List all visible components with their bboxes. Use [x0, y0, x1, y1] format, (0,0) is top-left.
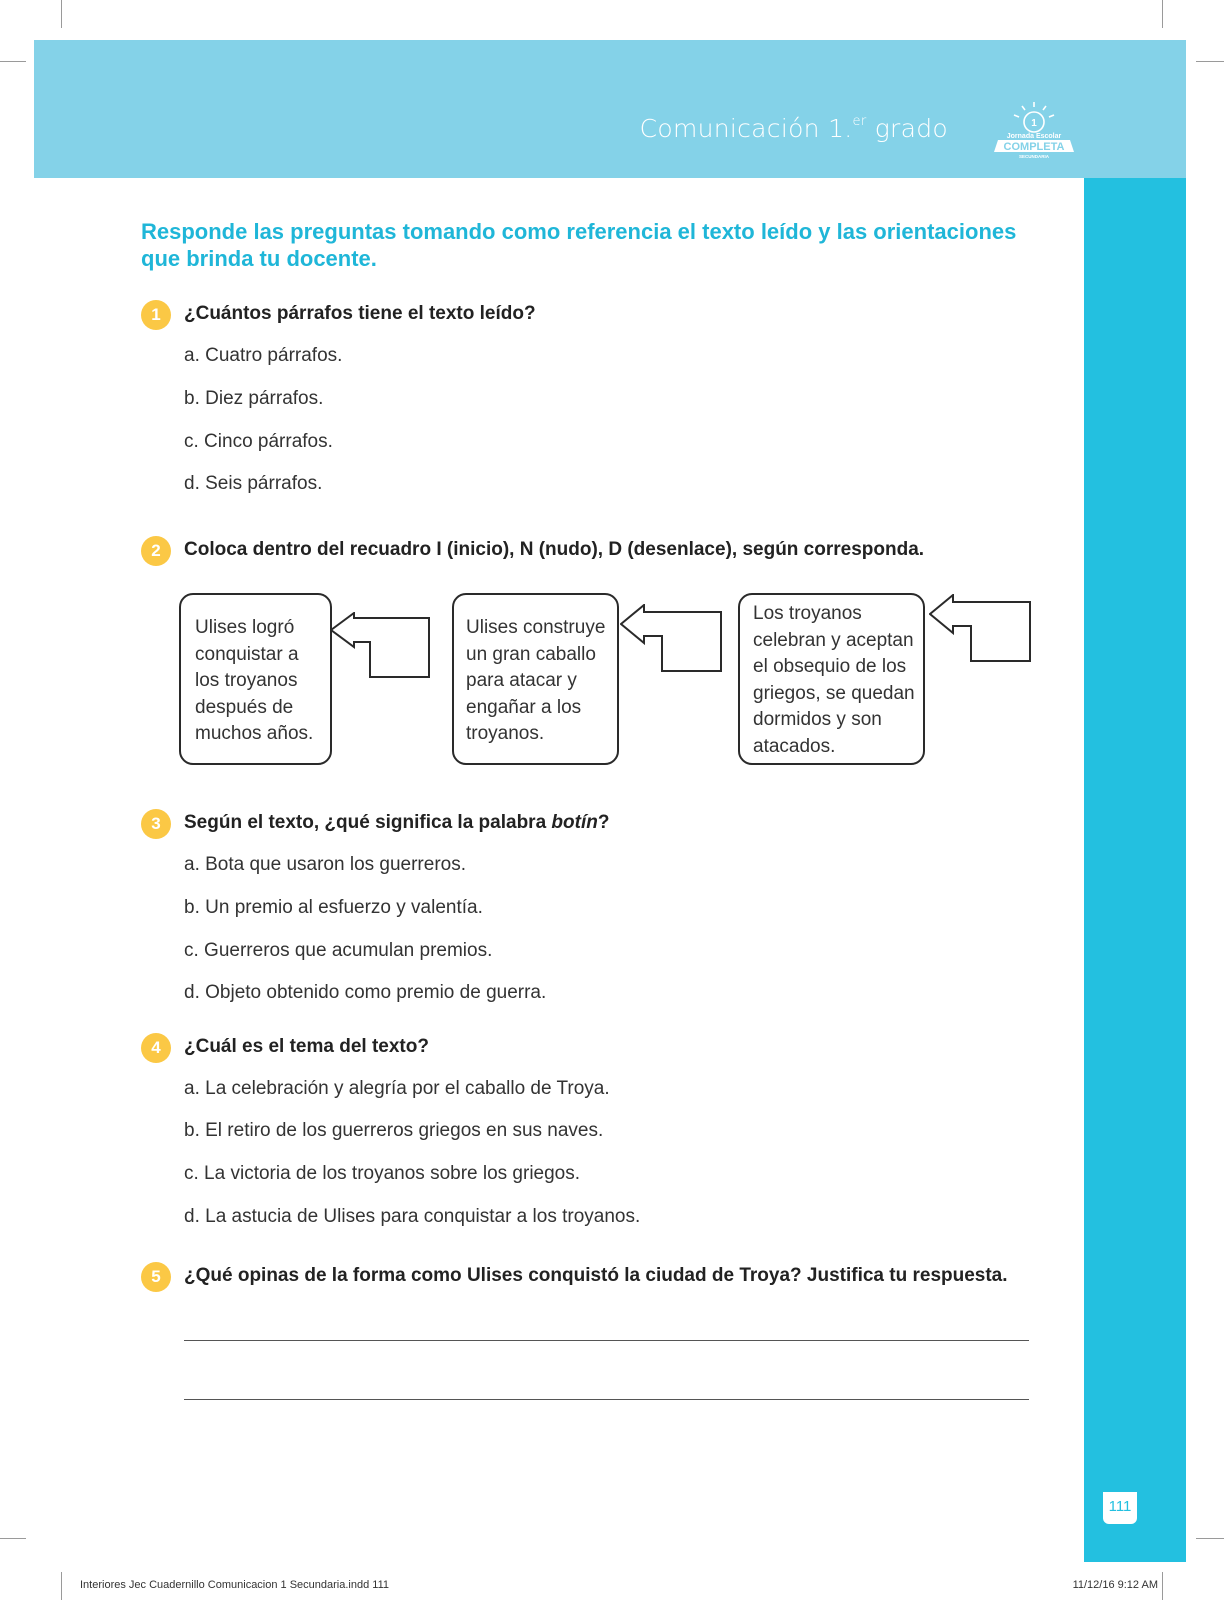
question-number-badge: 2: [141, 536, 171, 566]
header-title: [640, 114, 948, 143]
question-text: ¿Cuántos párrafos tiene el texto leído?: [184, 303, 536, 324]
story-box-line: un gran caballo: [466, 643, 596, 665]
question-text: ¿Qué opinas de la forma como Ulises conquistó la ciudad de Troya? Justifica tu respuesta.: [184, 1265, 1008, 1286]
svg-text:COMPLETA: COMPLETA: [1003, 141, 1065, 153]
story-box-line: conquistar a: [195, 643, 299, 665]
option-item: a. Bota que usaron los guerreros.: [184, 854, 467, 875]
story-box-line: para atacar y: [466, 670, 577, 691]
question-number-badge: 5: [141, 1262, 171, 1292]
jornada-escolar-completa-logo: [992, 100, 1076, 160]
crop-mark: [1196, 61, 1224, 62]
option-item: d. Objeto obtenido como premio de guerra.: [184, 982, 547, 1003]
crop-mark: [61, 1572, 62, 1600]
story-box-line: celebran y aceptan: [753, 629, 914, 651]
question-text: [184, 812, 609, 834]
option-item: b. Diez párrafos.: [184, 388, 324, 409]
option-item: a. Cuatro párrafos.: [184, 345, 343, 366]
answer-line[interactable]: [184, 1399, 1029, 1400]
story-box-line: los troyanos: [195, 670, 298, 691]
option-item: c. La victoria de los troyanos sobre los griegos.: [184, 1163, 581, 1184]
story-box-line: griegos, se quedan: [753, 682, 915, 704]
option-item: d. Seis párrafos.: [184, 473, 323, 494]
story-box-line: Los troyanos: [753, 603, 862, 624]
question-number-badge: 4: [141, 1033, 171, 1063]
svg-text:Jornada Escolar: Jornada Escolar: [1006, 133, 1062, 140]
page-number: 111: [1103, 1492, 1137, 1524]
question-number-badge: 3: [141, 809, 171, 839]
question-text-part: ?: [597, 812, 610, 833]
question-text-part: Según el texto, ¿qué significa la palabra: [184, 812, 552, 833]
crop-mark: [0, 1538, 26, 1539]
story-box-line: troyanos.: [466, 723, 545, 744]
story-box-line: después de: [195, 696, 294, 718]
crop-mark: [1162, 0, 1163, 28]
option-item: c. Cinco párrafos.: [184, 431, 333, 452]
story-box-3: [738, 593, 925, 765]
story-box-2: [452, 593, 619, 765]
story-box-line: engañar a los: [466, 696, 582, 718]
footer-timestamp: 11/12/16 9:12 AM: [1072, 1579, 1158, 1591]
instruction-heading: Responde las preguntas tomando como referencia el texto leído y las orientaciones que brinda tu docente.: [141, 219, 1017, 271]
story-box-line: atacados.: [753, 735, 836, 757]
answer-arrow-box-3[interactable]: [929, 594, 1033, 664]
option-item: a. La celebración y alegría por el caballo de Troya.: [184, 1078, 610, 1099]
answer-line[interactable]: [184, 1340, 1029, 1341]
header-title-sup: er: [852, 114, 867, 129]
story-box-line: el obsequio de los: [753, 656, 907, 677]
crop-mark: [1196, 1538, 1224, 1539]
crop-mark: [61, 0, 62, 28]
question-text: ¿Cuál es el tema del texto?: [184, 1036, 429, 1057]
svg-text:1: 1: [1031, 118, 1037, 129]
story-box-line: Ulises construye: [466, 617, 606, 638]
svg-text:SECUNDARIA: SECUNDARIA: [1018, 154, 1050, 159]
crop-mark: [0, 61, 26, 62]
option-item: d. La astucia de Ulises para conquistar a los troyanos.: [184, 1206, 641, 1227]
header-title-end: grado: [866, 114, 948, 143]
question-number-badge: 1: [141, 300, 171, 330]
question-text-emphasis: botín: [551, 812, 598, 833]
header-title-main: Comunicación 1.: [639, 114, 853, 143]
question-text: Coloca dentro del recuadro I (inicio), N (nudo), D (desenlace), según corresponda.: [184, 539, 925, 560]
story-box-line: dormidos y son: [753, 709, 882, 730]
option-item: b. El retiro de los guerreros griegos en sus naves.: [184, 1120, 604, 1141]
option-item: b. Un premio al esfuerzo y valentía.: [184, 897, 483, 918]
story-box-1: [179, 593, 332, 765]
story-box-line: Ulises logró: [195, 617, 295, 638]
option-item: c. Guerreros que acumulan premios.: [184, 940, 493, 961]
side-color-bar: [1084, 178, 1186, 1562]
crop-mark: [1162, 1572, 1163, 1600]
footer-file-info: Interiores Jec Cuadernillo Comunicacion 1 Secundaria.indd 111: [80, 1579, 389, 1591]
answer-arrow-box-1[interactable]: [330, 612, 432, 680]
story-box-line: muchos años.: [195, 723, 314, 744]
answer-arrow-box-2[interactable]: [620, 604, 724, 674]
